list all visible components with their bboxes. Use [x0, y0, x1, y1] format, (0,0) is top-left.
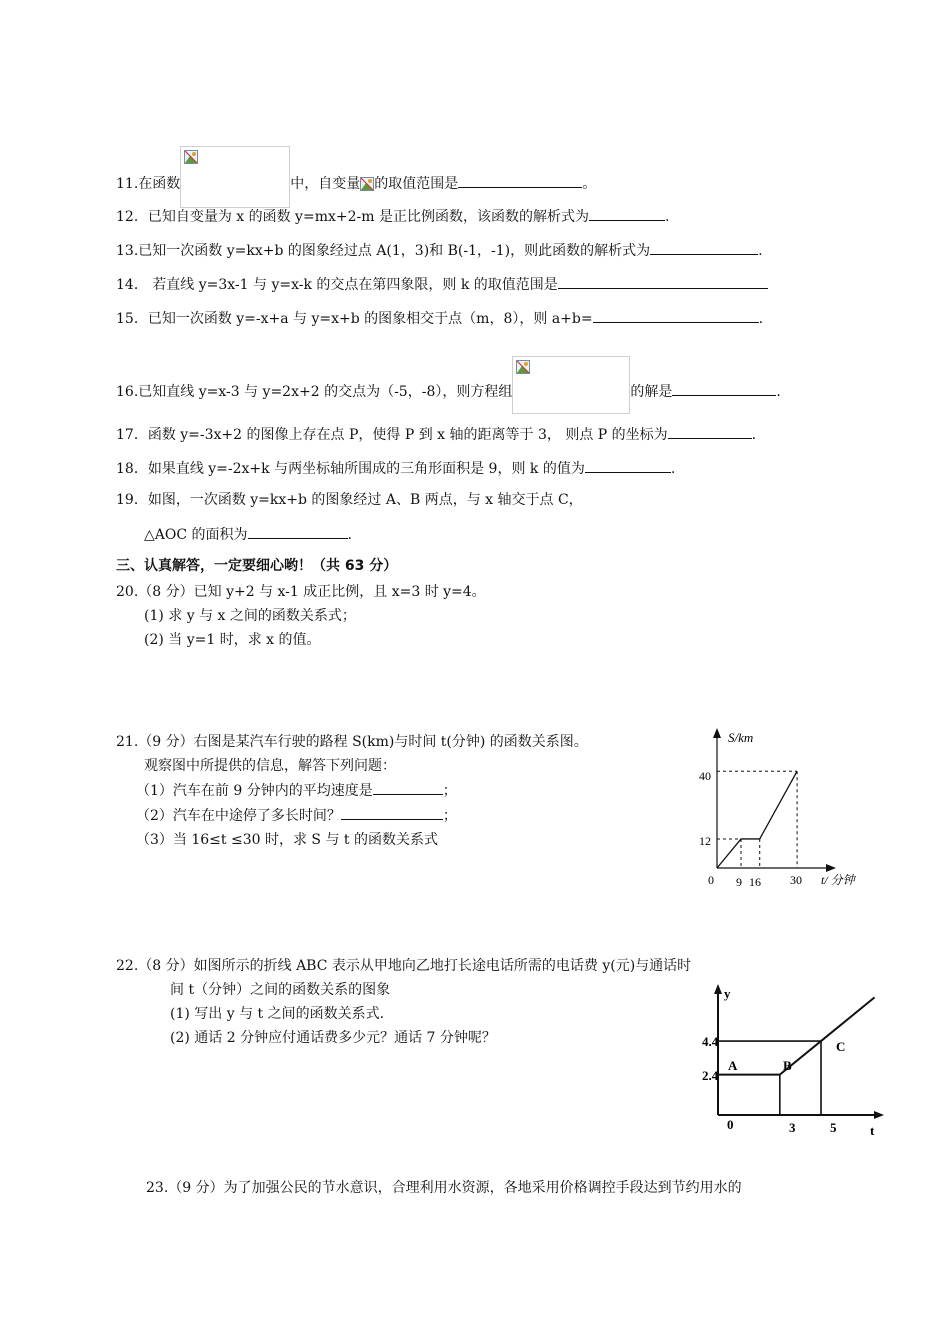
- question-22-part1: (1) 写出 y 与 t 之间的函数关系式.: [170, 1006, 385, 1022]
- distance-time-chart: [696, 722, 870, 894]
- question-22: 22.（8 分）如图所示的折线 ABC 表示从甲地向乙地打长途电话所需的电话费 y(元)与通话时: [116, 958, 692, 974]
- question-12: 12．已知自变量为 x 的函数 y=mx+2-m 是正比例函数，该函数的解析式为 .: [116, 206, 669, 227]
- question-21: 21.（9 分）右图是某汽车行驶的路程 S(km)与时间 t(分钟) 的函数关系图。: [116, 734, 588, 750]
- formula-image: [180, 146, 290, 208]
- phone-fee-chart: [702, 980, 894, 1140]
- x-tick-9: 9: [736, 875, 742, 889]
- question-23: 23.（9 分）为了加强公民的节水意识，合理利用水资源，各地采用价格调控手段达到节约用水的: [146, 1180, 742, 1196]
- question-21-part1: （1）汽车在前 9 分钟内的平均速度是 ；: [136, 780, 457, 801]
- answer-blank[interactable]: [341, 805, 443, 820]
- y-axis-label: y: [724, 986, 731, 1001]
- broken-image-icon: [184, 150, 198, 164]
- variable-image-icon: [360, 177, 374, 191]
- question-20-part2: (2) 当 y=1 时，求 x 的值。: [144, 632, 321, 648]
- question-21-sub: 观察图中所提供的信息，解答下列问题：: [144, 758, 396, 774]
- x-axis-label: t: [870, 1123, 875, 1138]
- answer-blank[interactable]: [373, 780, 443, 795]
- origin-label: 0: [727, 1117, 734, 1132]
- y-axis-arrow-icon: [713, 728, 721, 738]
- question-19-line2: △AOC 的面积为 .: [144, 524, 352, 545]
- question-18: 18．如果直线 y=-2x+k 与两坐标轴所围成的三角形面积是 9，则 k 的值为 .: [116, 458, 675, 479]
- answer-blank[interactable]: [248, 524, 348, 539]
- origin-label: 0: [708, 873, 714, 887]
- question-20-part1: (1) 求 y 与 x 之间的函数关系式；: [144, 608, 356, 624]
- answer-blank[interactable]: [558, 274, 768, 289]
- answer-blank[interactable]: [668, 424, 752, 439]
- question-17: 17．函数 y=-3x+2 的图像上存在点 P，使得 P 到 x 轴的距离等于 3， 则点 P 的坐标为 .: [116, 424, 756, 445]
- answer-blank[interactable]: [585, 458, 671, 473]
- answer-blank[interactable]: [589, 206, 665, 221]
- x-axis-arrow-icon: [874, 1111, 884, 1119]
- question-19: 19．如图，一次函数 y=kx+b 的图象经过 A、B 两点，与 x 轴交于点 C，: [116, 492, 583, 508]
- question-15: 15．已知一次函数 y=-x+a 与 y=x+b 的图象相交于点（m，8），则 a+b= .: [116, 308, 763, 329]
- question-16: 16.已知直线 y=x-3 与 y=2x+2 的交点为（-5，-8），则方程组 的解是 .: [116, 356, 781, 414]
- equation-system-image: [512, 356, 630, 414]
- question-21-part2: （2）汽车在中途停了多长时间？ ；: [136, 805, 457, 826]
- section-heading: 三、认真解答，一定要细心哟！（共 63 分）: [116, 558, 398, 574]
- y-tick-12: 12: [699, 834, 711, 848]
- y-axis-label: S/km: [728, 730, 754, 745]
- question-14: 14． 若直线 y=3x-1 与 y=x-k 的交点在第四象限，则 k 的取值范围是: [116, 274, 768, 295]
- x-axis-label: t/ 分钟: [821, 873, 855, 887]
- broken-image-icon: [516, 360, 530, 374]
- question-13: 13.已知一次函数 y=kx+b 的图象经过点 A(1，3)和 B(-1，-1)，则此函数的解析式为 .: [116, 240, 763, 261]
- question-11: 11.在函数 中，自变量 的取值范围是 。: [116, 146, 596, 208]
- y-tick-40: 40: [699, 769, 711, 783]
- x-tick-30: 30: [790, 873, 802, 887]
- question-22-head2: 间 t（分钟）之间的函数关系的图象: [170, 982, 391, 998]
- x-axis-arrow-icon: [826, 864, 836, 872]
- question-20: 20.（8 分）已知 y+2 与 x-1 成正比例，且 x=3 时 y=4。: [116, 584, 486, 600]
- y-tick-4.4: 4.4: [702, 1034, 719, 1049]
- y-axis-arrow-icon: [714, 984, 722, 994]
- point-C-label: C: [836, 1039, 846, 1054]
- answer-blank[interactable]: [458, 173, 582, 188]
- answer-blank[interactable]: [650, 240, 758, 255]
- question-22-part2: (2) 通话 2 分钟应付通话费多少元？通话 7 分钟呢？: [170, 1030, 496, 1046]
- point-B-label: B: [783, 1058, 792, 1073]
- y-tick-2.4: 2.4: [702, 1068, 719, 1083]
- distance-series-line: [717, 771, 797, 868]
- x-tick-3: 3: [789, 1120, 796, 1135]
- answer-blank[interactable]: [672, 381, 776, 396]
- question-21-part3: （3）当 16≤t ≤30 时，求 S 与 t 的函数关系式: [136, 832, 438, 848]
- point-A-label: A: [728, 1058, 738, 1073]
- fee-series-line: [718, 997, 875, 1074]
- x-tick-16: 16: [749, 875, 761, 889]
- answer-blank[interactable]: [593, 308, 759, 323]
- x-tick-5: 5: [830, 1120, 837, 1135]
